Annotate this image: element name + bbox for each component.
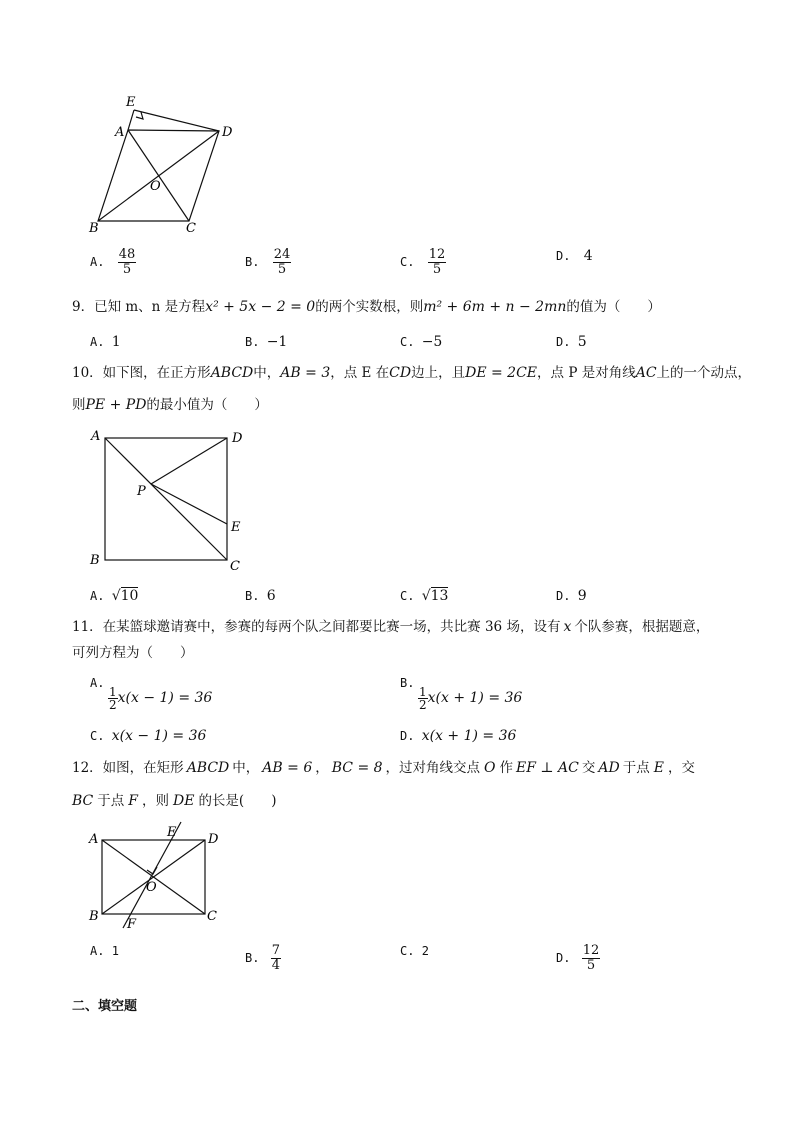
rhombus-figure [85,90,245,240]
q11-option-a[interactable]: A. $\frac{1}{2}$ x(x − 1) = 36 [90,676,213,712]
q11-option-d[interactable]: D. x(x + 1) = 36 [400,728,517,744]
label-A: A [91,429,101,444]
q8-option-a[interactable]: A. $\frac{48}{5}$ [90,247,136,277]
q10-option-d[interactable]: D. 9 [556,588,587,604]
q11-option-b[interactable]: B. $\frac{1}{2}$ x(x + 1) = 36 [400,676,523,712]
q10-option-c[interactable]: C. √13 [400,588,449,604]
q8-option-c[interactable]: C. $\frac{12}{5}$ [400,247,446,277]
question-9: 9．已知 m、n 是方程x² + 5x − 2 = 0的两个实数根，则m² + 6m + n − 2mn的值为（ ） [72,299,661,315]
rectangle-figure [85,820,230,935]
sqrt: √13 [421,588,449,604]
q10-option-b[interactable]: B. 6 [245,588,276,604]
q12-option-a[interactable]: A. 1 [90,944,119,958]
label-C: C [230,559,240,574]
fraction: $\frac{7}{4}$ [271,943,280,973]
label-D: D [208,832,219,847]
label-A: A [89,832,99,847]
question-11: 11．在某篮球邀请赛中，参赛的每两个队之间都要比赛一场，共比赛 36 场，设有 x 个队参赛，根据题意， [72,619,710,635]
label-F: F [127,917,137,932]
q10-option-a[interactable]: A. √10 [90,588,139,604]
question-12-line2: BC 于点 F ，则 DE 的长是( ) [72,793,277,809]
question-10-line2: 则PE + PD的最小值为（ ） [72,397,268,413]
fraction: $\frac{48}{5}$ [118,247,136,277]
label-C: C [207,909,217,924]
fraction: $\frac{24}{5}$ [273,247,291,277]
q12-option-c[interactable]: C. 2 [400,944,429,958]
label-O: O [146,880,157,895]
section-title-fill-in: 二、填空题 [72,999,138,1014]
fraction: $\frac{12}{5}$ [582,943,600,973]
sqrt: √10 [111,588,139,604]
label-C: C [186,221,196,236]
label-E: E [126,95,136,110]
square-figure [85,425,255,575]
fraction: $\frac{1}{2}$ [419,685,427,712]
fraction: $\frac{1}{2}$ [109,685,117,712]
q12-option-d[interactable]: D. $\frac{12}{5}$ [556,943,600,973]
question-12: 12．如图，在矩形 ABCD 中， AB = 6 ， BC = 8 ，过对角线交点 O 作 EF ⊥ AC 交 AD 于点 E ，交 [72,760,695,776]
q12-option-b[interactable]: B. $\frac{7}{4}$ [245,943,280,973]
question-10: 10．如下图，在正方形ABCD中，AB = 3，点 E 在CD边上，且DE = 2CE，点 P 是对角线AC上的一个动点， [72,365,752,381]
q8-option-b[interactable]: B. $\frac{24}{5}$ [245,247,291,277]
q11-option-c[interactable]: C. x(x − 1) = 36 [90,728,207,744]
label-E: E [231,520,241,535]
label-B: B [89,221,99,236]
q9-option-a[interactable]: A. 1 [90,334,121,350]
label-D: D [222,125,233,140]
label-O: O [150,179,161,194]
label-B: B [89,909,99,924]
label-P: P [137,484,146,499]
fraction: $\frac{12}{5}$ [428,247,446,277]
label-B: B [90,553,100,568]
q9-option-c[interactable]: C. −5 [400,334,443,350]
label-E: E [167,825,177,840]
q9-option-d[interactable]: D. 5 [556,334,587,350]
label-D: D [232,431,243,446]
label-A: A [115,125,125,140]
q9-option-b[interactable]: B. −1 [245,334,288,350]
q8-option-d[interactable]: D. 4 [556,248,593,264]
question-11-line2: 可列方程为（ ） [72,645,194,661]
